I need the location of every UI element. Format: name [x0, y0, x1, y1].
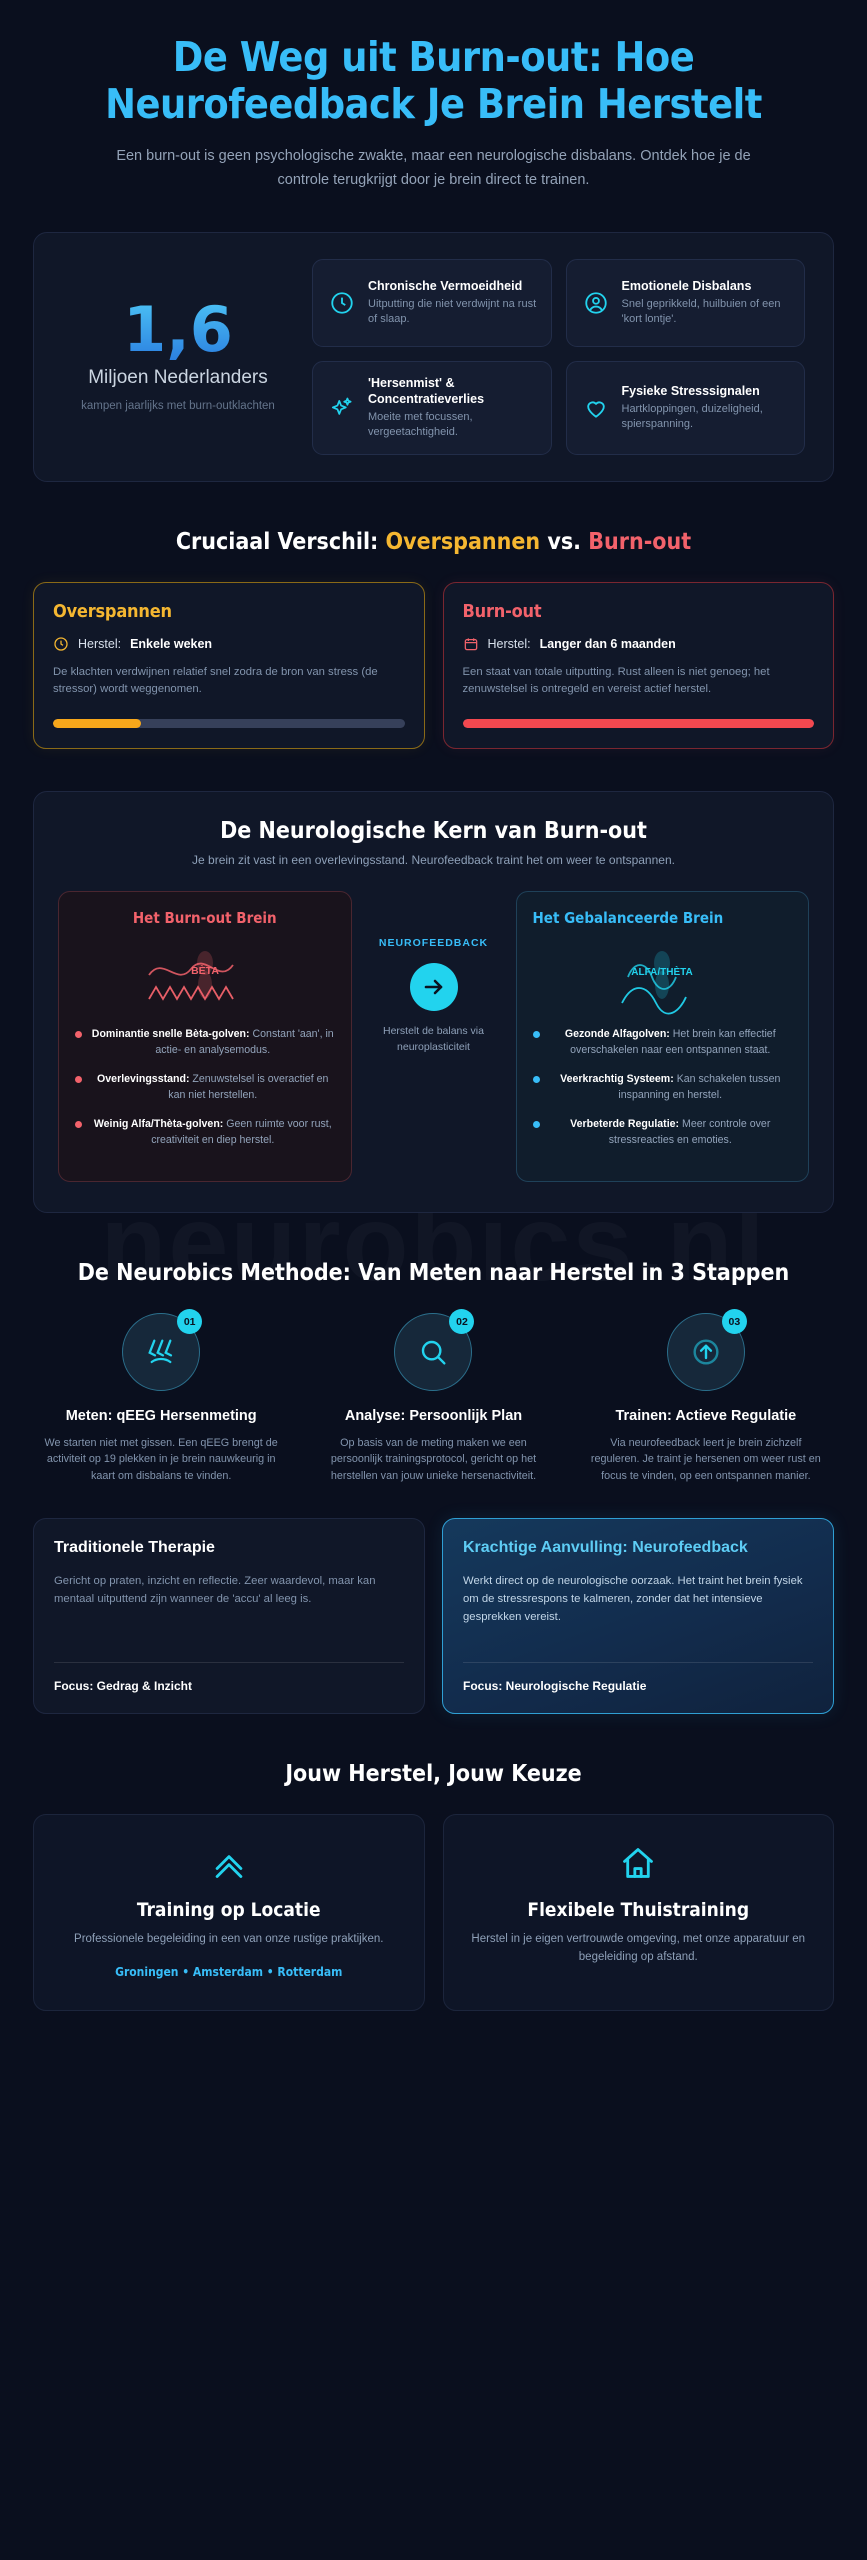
therapy-card-neurofeedback — [442, 1518, 834, 1714]
symptom-text: Hartkloppingen, duizeligheid, spierspanning. — [621, 402, 763, 431]
point-rest: Meer controle over stressreacties en emoties. — [608, 1118, 771, 1147]
stats-section — [0, 232, 867, 482]
recovery-progress-fill — [53, 719, 141, 728]
recovery-row — [463, 636, 815, 652]
choice-card-text: Herstel in je eigen vertrouwde omgeving, met onze apparatuur en begeleiding op afstand. — [471, 1932, 806, 1963]
therapy-section — [0, 1518, 867, 1714]
neuro-title: De Neurologische Kern van Burn-out — [220, 817, 647, 844]
balanced-brain-card — [516, 891, 810, 1182]
clock-icon — [53, 636, 69, 652]
beta-wave-label: BÈTA — [190, 964, 219, 977]
headline-stat — [62, 293, 294, 414]
method-step-1 — [33, 1313, 289, 1484]
page-title: De Weg uit Burn-out: Hoe Neurofeedback Je Brein Herstelt — [105, 33, 762, 128]
step-title: Meten: qEEG Hersenmeting — [65, 1408, 257, 1425]
list-item — [75, 1116, 335, 1148]
compare-section — [0, 528, 867, 749]
compare-card-body: De klachten verdwijnen relatief snel zodra de bron van stress (de stressor) wordt weggenomen. — [53, 665, 378, 696]
symptom-card-chronic-fatigue — [312, 259, 552, 347]
compare-heading-red: Burn-out — [588, 529, 692, 556]
point-bold: Weinig Alfa/Thèta-golven: — [93, 1118, 224, 1131]
bullet-dot — [533, 1031, 540, 1038]
therapy-card-focus: Focus: Neurologische Regulatie — [463, 1678, 647, 1693]
therapy-card-text: Gericht op praten, inzicht en reflectie. Zeer waardevol, maar kan mentaal uitputtend zijn wanneer de 'accu' al leeg is. — [54, 1574, 376, 1605]
recovery-label: Herstel: — [487, 636, 531, 651]
neuro-lede: Je brein zit vast in een overlevingsstand. Neurofeedback traint het om weer te ontspannen. — [192, 852, 675, 867]
neurofeedback-caption: Herstelt de balans via neuroplasticiteit — [383, 1024, 484, 1053]
step-number: 02 — [449, 1309, 474, 1334]
calendar-icon — [463, 636, 479, 652]
compare-heading-plain: Cruciaal Verschil: — [175, 529, 386, 556]
compare-card-title: Burn-out — [462, 600, 542, 622]
symptom-title: Fysieke Stresssignalen — [621, 383, 760, 398]
stat-label: Miljoen Nederlanders — [88, 367, 268, 389]
alpha-theta-wave-illustration — [533, 940, 793, 1020]
compare-card-overspannen — [33, 582, 425, 749]
clock-icon — [327, 290, 357, 316]
bullet-dot — [75, 1121, 82, 1128]
symptom-title: 'Hersenmist' & Concentratieverlies — [368, 375, 485, 406]
symptom-text: Moeite met focussen, vergeetachtigheid. — [368, 410, 473, 439]
method-section — [0, 1259, 867, 1484]
symptom-card-brain-fog — [312, 361, 552, 455]
recovery-progress-fill — [463, 719, 815, 728]
point-rest: Constant 'aan', in actie- en analysemodus. — [155, 1027, 334, 1056]
stats-panel — [33, 232, 834, 482]
stat-number: 1,6 — [62, 299, 294, 361]
chevrons-up-icon — [56, 1841, 402, 1885]
neuro-section — [0, 791, 867, 1213]
sparkles-icon — [327, 395, 357, 421]
therapy-card-focus: Focus: Gedrag & Inzicht — [54, 1678, 193, 1693]
symptom-card-physical-stress — [566, 361, 806, 455]
method-title: De Neurobics Methode: Van Meten naar Herstel in 3 Stappen — [77, 1260, 790, 1287]
burnout-brain-points — [75, 1026, 335, 1149]
choice-card-on-location[interactable] — [33, 1814, 425, 2012]
recovery-value: Langer dan 6 maanden — [539, 636, 676, 651]
burnout-brain-card — [58, 891, 352, 1182]
choice-section — [0, 1760, 867, 2012]
list-item — [75, 1026, 335, 1058]
step-number: 01 — [177, 1309, 202, 1334]
choice-card-cities: Groningen • Amsterdam • Rotterdam — [115, 1964, 343, 1979]
method-step-3 — [578, 1313, 834, 1484]
symptom-title: Emotionele Disbalans — [621, 278, 752, 293]
point-bold: Overlevingsstand: — [97, 1072, 190, 1085]
recovery-progress-bar — [53, 719, 405, 728]
balanced-brain-title: Het Gebalanceerde Brein — [532, 908, 724, 927]
symptom-grid — [312, 259, 805, 455]
recovery-label: Herstel: — [78, 636, 122, 651]
choice-card-home-training[interactable] — [443, 1814, 835, 2012]
list-item — [75, 1071, 335, 1103]
stat-sublabel: kampen jaarlijks met burn-outklachten — [81, 400, 275, 413]
point-bold: Dominantie snelle Bèta-golven: — [91, 1027, 250, 1040]
point-rest: Kan schakelen tussen inspanning en herstel. — [618, 1072, 781, 1101]
choice-card-text: Professionele begeleiding in een van onze rustige praktijken. — [74, 1932, 384, 1945]
recovery-progress-bar — [463, 719, 815, 728]
list-item — [533, 1116, 793, 1148]
choice-card-title: Training op Locatie — [136, 1898, 321, 1921]
point-bold: Veerkrachtig Systeem: — [560, 1072, 674, 1085]
neuro-panel — [33, 791, 834, 1213]
step-title: Trainen: Actieve Regulatie — [615, 1408, 797, 1425]
therapy-card-title: Traditionele Therapie — [54, 1538, 215, 1556]
beta-wave-illustration — [75, 940, 335, 1020]
compare-card-body: Een staat van totale uitputting. Rust alleen is niet genoeg; het zenuwstelsel is ontregeld en vereist actief herstel. — [462, 665, 770, 696]
choice-title: Jouw Herstel, Jouw Keuze — [285, 1760, 582, 1787]
compare-heading-vs: vs. — [540, 529, 589, 556]
neurofeedback-bridge — [364, 891, 504, 1056]
step-title: Analyse: Persoonlijk Plan — [344, 1408, 523, 1425]
step-text: Op basis van de meting maken we een persoonlijk trainingsprotocol, gericht op het herstellen van jouw unieke hersenactiviteit. — [330, 1436, 537, 1482]
compare-card-title: Overspannen — [53, 600, 172, 622]
symptom-title: Chronische Vermoeidheid — [368, 278, 523, 293]
hero-header — [0, 0, 867, 202]
step-text: Via neurofeedback leert je brein zichzelf reguleren. Je traint je hersenen om weer rust en focus te vinden, op een ontspannen manier. — [590, 1436, 821, 1482]
compare-heading — [33, 528, 834, 558]
method-steps — [33, 1313, 834, 1484]
recovery-value: Enkele weken — [130, 636, 213, 651]
step-number: 03 — [722, 1309, 747, 1334]
bullet-dot — [75, 1031, 82, 1038]
heart-icon — [581, 395, 611, 421]
user-circle-icon — [581, 290, 611, 316]
compare-heading-amber: Overspannen — [385, 529, 541, 556]
arrow-right-icon — [410, 963, 458, 1011]
therapy-card-text: Werkt direct op de neurologische oorzaak. Het traint het brein fysiek om de stressrespons te kalmeren, zonder dat het intensieve gesprekken vereist. — [463, 1574, 803, 1623]
therapy-card-traditional — [33, 1518, 425, 1714]
alpha-theta-wave-label: ALFA/THÈTA — [631, 966, 693, 978]
balanced-brain-points — [533, 1026, 793, 1149]
point-rest: Geen ruimte voor rust, creativiteit en diep herstel. — [151, 1118, 332, 1147]
method-step-2 — [305, 1313, 561, 1484]
choice-card-title: Flexibele Thuistraining — [527, 1898, 750, 1921]
compare-card-burnout — [443, 582, 835, 749]
step-text: We starten niet met gissen. Een qEEG brengt de activiteit op 19 plekken in je brein nauwkeurig in kaart om disbalans te vinden. — [44, 1436, 278, 1482]
therapy-card-title: Krachtige Aanvulling: Neurofeedback — [463, 1538, 748, 1556]
symptom-text: Snel geprikkeld, huilbuien of een 'kort lontje'. — [621, 297, 781, 326]
burnout-brain-title: Het Burn-out Brein — [132, 908, 277, 927]
bullet-dot — [75, 1076, 82, 1083]
neurofeedback-kicker: NEUROFEEDBACK — [378, 936, 489, 949]
point-rest: Zenuwstelsel is overactief en kan niet herstellen. — [168, 1072, 329, 1101]
page-subtitle: Een burn-out is geen psychologische zwakte, maar een neurologische disbalans. Ontdek hoe je de controle terugkrijgt door je brein direct te trainen. — [116, 148, 751, 188]
home-icon — [466, 1841, 812, 1885]
point-rest: Het brein kan effectief overschakelen naar een ontspannen staat. — [570, 1027, 776, 1056]
list-item — [533, 1071, 793, 1103]
list-item — [533, 1026, 793, 1058]
bullet-dot — [533, 1121, 540, 1128]
point-bold: Gezonde Alfagolven: — [564, 1027, 670, 1040]
symptom-text: Uitputting die niet verdwijnt na rust of slaap. — [368, 297, 537, 326]
recovery-row — [53, 636, 405, 652]
bullet-dot — [533, 1076, 540, 1083]
symptom-card-emotional-imbalance — [566, 259, 806, 347]
point-bold: Verbeterde Regulatie: — [570, 1118, 680, 1131]
